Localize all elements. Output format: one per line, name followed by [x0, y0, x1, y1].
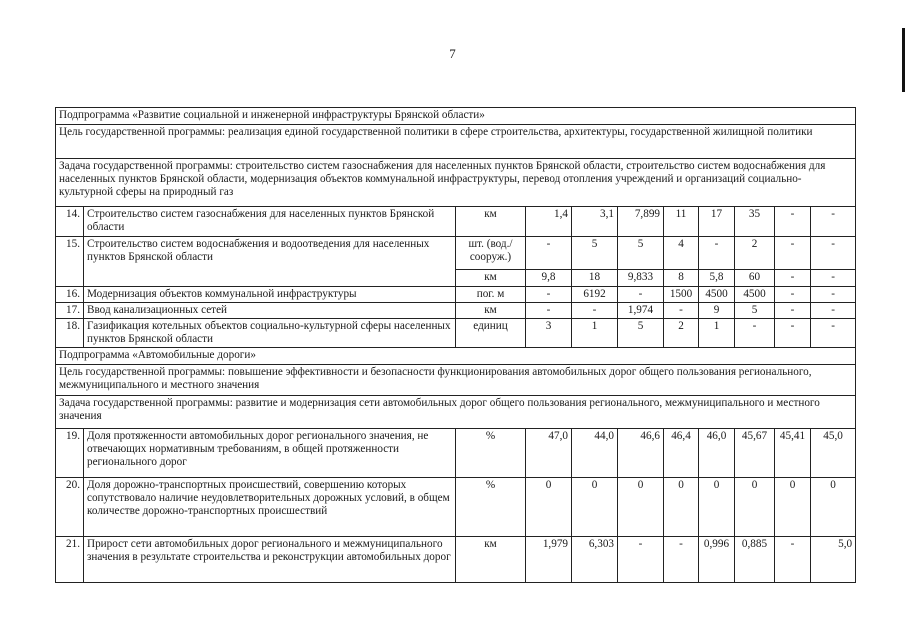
table-row	[56, 319, 856, 348]
value-cell: 4500	[699, 287, 735, 303]
indicator-name: Газификация котельных объектов социально-культурной сферы населенных пунктов Брянской области	[84, 319, 456, 348]
value-cell: -	[526, 287, 572, 303]
value-cell: 9,8	[526, 270, 572, 287]
value-cell: -	[775, 287, 811, 303]
table-row	[56, 303, 856, 319]
value-cell: 0	[526, 478, 572, 537]
value-cell: 1,4	[526, 207, 572, 237]
page-number: 7	[449, 46, 456, 61]
value-cell: 6,303	[572, 537, 618, 583]
value-cell: 46,6	[618, 429, 664, 478]
value-cell: 46,4	[664, 429, 699, 478]
unit-cell: %	[456, 429, 526, 478]
value-cell: 0	[735, 478, 775, 537]
value-cell: -	[664, 303, 699, 319]
value-cell: 47,0	[526, 429, 572, 478]
row-number: 14.	[56, 207, 84, 237]
value-cell: -	[775, 270, 811, 287]
value-cell: 60	[735, 270, 775, 287]
table-row	[56, 537, 856, 583]
task-text: Задача государственной программы: строительство систем газоснабжения для населенных пунктов Брянской области, строительство систем водоснабжения для населенных пунктов Брянской области, модернизация объектов коммунальной инфраструктуры, перевод отопления учреждений и организаций социально-культурной сферы на природный газ	[56, 159, 856, 207]
value-cell: 11	[664, 207, 699, 237]
value-cell: 5,8	[699, 270, 735, 287]
unit-cell: км	[456, 270, 526, 287]
value-cell: 4500	[735, 287, 775, 303]
row-number: 19.	[56, 429, 84, 478]
unit-cell: км	[456, 537, 526, 583]
indicator-name: Ввод канализационных сетей	[84, 303, 456, 319]
value-cell: -	[775, 537, 811, 583]
indicator-name: Доля дорожно-транспортных происшествий, совершению которых сопутствовало наличие неудовлетворительных дорожных условий, в общем количестве дорожно-транспортных происшествий	[84, 478, 456, 537]
table-row	[56, 429, 856, 478]
value-cell: -	[811, 207, 856, 237]
row-number: 16.	[56, 287, 84, 303]
value-cell: 2	[664, 319, 699, 348]
value-cell: 1500	[664, 287, 699, 303]
value-cell: -	[526, 303, 572, 319]
value-cell: 44,0	[572, 429, 618, 478]
row-number: 20.	[56, 478, 84, 537]
value-cell: -	[775, 207, 811, 237]
indicators-table	[55, 107, 856, 583]
value-cell: 9	[699, 303, 735, 319]
value-cell: -	[775, 303, 811, 319]
value-cell: -	[735, 319, 775, 348]
value-cell: 5,0	[811, 537, 856, 583]
value-cell: -	[775, 319, 811, 348]
value-cell: -	[526, 237, 572, 270]
value-cell: 5	[618, 319, 664, 348]
value-cell: 0	[811, 478, 856, 537]
unit-cell: %	[456, 478, 526, 537]
row-number: 18.	[56, 319, 84, 348]
value-cell: 5	[572, 237, 618, 270]
goal-text: Цель государственной программы: повышение эффективности и безопасности функционирования автомобильных дорог общего пользования регионального, межмуниципального и местного значения	[56, 365, 856, 396]
value-cell: 0	[775, 478, 811, 537]
value-cell: 1	[572, 319, 618, 348]
value-cell: 0,996	[699, 537, 735, 583]
value-cell: 45,0	[811, 429, 856, 478]
value-cell: 5	[735, 303, 775, 319]
value-cell: -	[811, 303, 856, 319]
value-cell: 5	[618, 237, 664, 270]
indicator-name: Доля протяженности автомобильных дорог регионального значения, не отвечающих нормативным требованиям, в общей протяженности регионального дорог	[84, 429, 456, 478]
value-cell: 4	[664, 237, 699, 270]
indicator-name: Строительство систем газоснабжения для населенных пунктов Брянской области	[84, 207, 456, 237]
goal-text: Цель государственной программы: реализация единой государственной политики в сфере строительства, архитектуры, государственной жилищной политики	[56, 125, 856, 159]
value-cell: -	[811, 319, 856, 348]
value-cell: 0	[699, 478, 735, 537]
indicator-name: Строительство систем водоснабжения и водоотведения для населенных пунктов Брянской области	[84, 237, 456, 287]
table-row	[56, 287, 856, 303]
value-cell: -	[775, 237, 811, 270]
value-cell: -	[811, 287, 856, 303]
value-cell: 1,979	[526, 537, 572, 583]
value-cell: -	[699, 237, 735, 270]
table-row	[56, 207, 856, 237]
value-cell: 3,1	[572, 207, 618, 237]
unit-cell: шт. (вод./ сооруж.)	[456, 237, 526, 270]
subprogram-heading: Подпрограмма «Развитие социальной и инженерной инфраструктуры Брянской области»	[56, 108, 856, 125]
indicator-name: Модернизация объектов коммунальной инфраструктуры	[84, 287, 456, 303]
value-cell: -	[811, 237, 856, 270]
value-cell: 35	[735, 207, 775, 237]
row-number: 15.	[56, 237, 84, 287]
value-cell: -	[618, 537, 664, 583]
unit-cell: км	[456, 207, 526, 237]
value-cell: 9,833	[618, 270, 664, 287]
value-cell: 2	[735, 237, 775, 270]
value-cell: -	[664, 537, 699, 583]
unit-cell: единиц	[456, 319, 526, 348]
value-cell: 46,0	[699, 429, 735, 478]
value-cell: 0	[572, 478, 618, 537]
value-cell: 17	[699, 207, 735, 237]
value-cell: 7,899	[618, 207, 664, 237]
value-cell: 0	[664, 478, 699, 537]
value-cell: 45,41	[775, 429, 811, 478]
value-cell: -	[572, 303, 618, 319]
value-cell: 6192	[572, 287, 618, 303]
value-cell: 18	[572, 270, 618, 287]
value-cell: 0,885	[735, 537, 775, 583]
value-cell: -	[811, 270, 856, 287]
row-number: 21.	[56, 537, 84, 583]
value-cell: -	[618, 287, 664, 303]
task-text: Задача государственной программы: развитие и модернизация сети автомобильных дорог общего пользования регионального, межмуниципального и местного значения	[56, 396, 856, 429]
value-cell: 8	[664, 270, 699, 287]
row-number: 17.	[56, 303, 84, 319]
value-cell: 1,974	[618, 303, 664, 319]
table-row	[56, 478, 856, 537]
indicator-name: Прирост сети автомобильных дорог регионального и межмуниципального значения в результате строительства и реконструкции автомобильных дорог	[84, 537, 456, 583]
value-cell: 3	[526, 319, 572, 348]
value-cell: 1	[699, 319, 735, 348]
table-row	[56, 237, 856, 270]
subprogram-heading: Подпрограмма «Автомобильные дороги»	[56, 348, 856, 365]
value-cell: 45,67	[735, 429, 775, 478]
unit-cell: км	[456, 303, 526, 319]
unit-cell: пог. м	[456, 287, 526, 303]
value-cell: 0	[618, 478, 664, 537]
